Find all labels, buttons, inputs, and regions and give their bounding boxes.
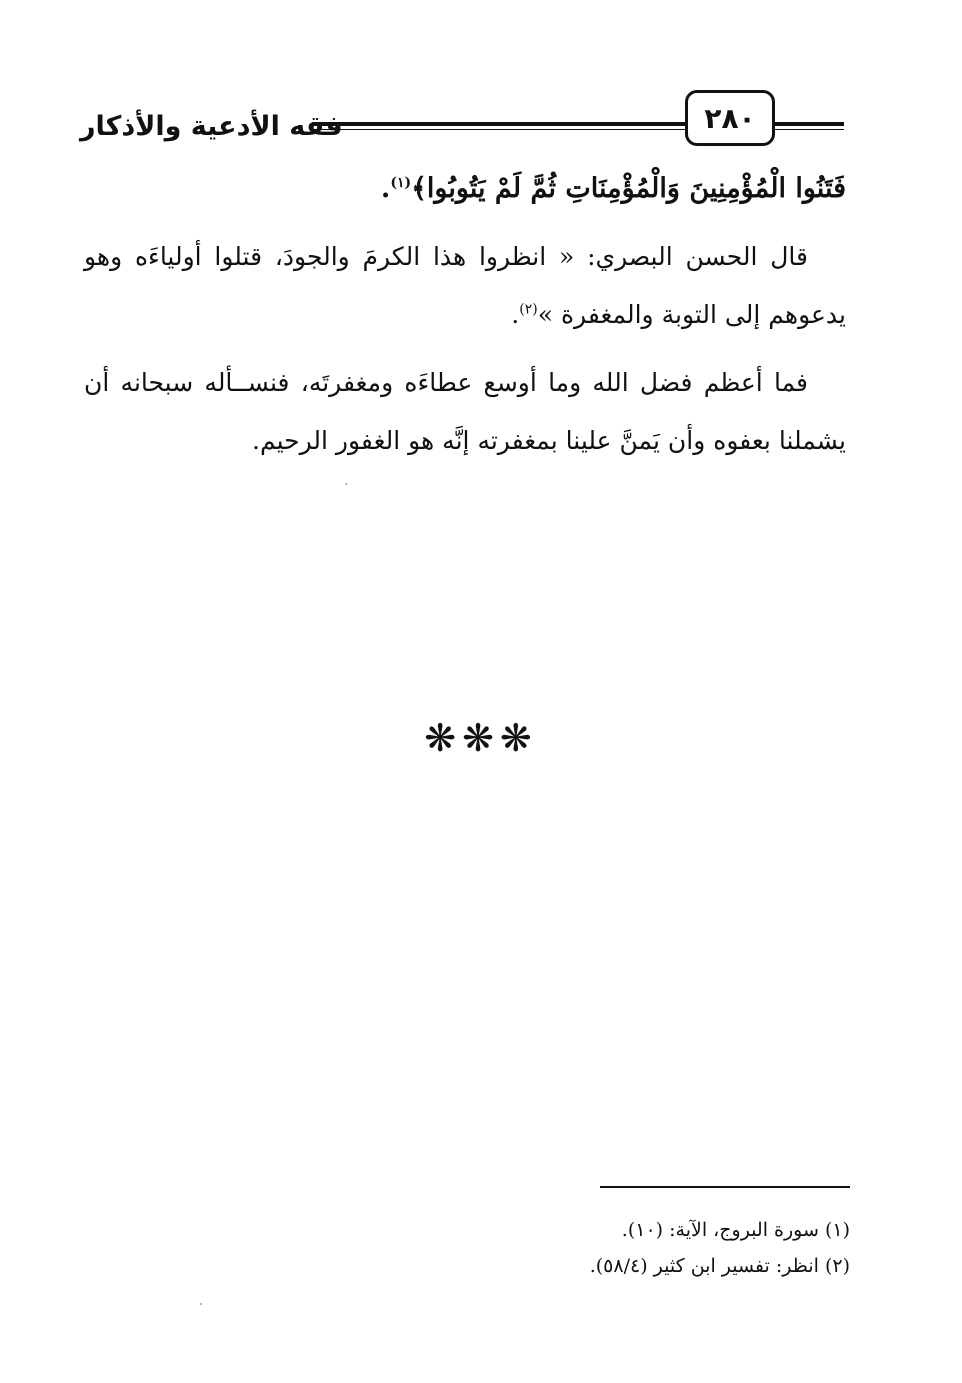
verse-end: . xyxy=(380,173,391,204)
footnote-1: (١) سورة البروج، الآية: (١٠). xyxy=(621,1219,850,1241)
quran-verse-line xyxy=(84,160,846,218)
book-title: فقه الأدعية والأذكار xyxy=(80,111,343,142)
footnotes xyxy=(300,1212,850,1284)
paragraph-closing xyxy=(84,354,846,470)
footnote-ref-2: (٢) xyxy=(519,301,538,318)
page-number-text: ٢٨٠ xyxy=(704,101,756,135)
verse-text: فَتَنُوا الْمُؤْمِنِينَ وَالْمُؤْمِنَاتِ ثُمَّ لَمْ يَتُوبُوا﴾ xyxy=(411,173,846,204)
page-number xyxy=(685,90,775,146)
footnote-ref-1: (١) xyxy=(390,175,412,191)
body-text xyxy=(84,160,846,480)
paragraph-2-text: فما أعظم فضل الله وما أوسع عطاءَه ومغفرتَه، فنســأله سبحانه أن يشملنا بعفوه وأن يَمنَّ علينا بمغفرته إنَّه هو الغفور الرحيم. xyxy=(84,368,846,455)
section-separator-stars: ❋❋❋ xyxy=(424,716,538,760)
header-rule-right xyxy=(772,122,844,126)
page-header xyxy=(80,88,850,158)
footnote-rule xyxy=(600,1186,850,1188)
paragraph-1-end: . xyxy=(511,300,520,329)
footnote-2: (٢) انظر: تفسير ابن كثير (٥٨/٤). xyxy=(589,1255,850,1277)
paragraph-hasan-basri xyxy=(84,228,846,344)
scan-speck xyxy=(345,483,347,485)
paragraph-1-text: قال الحسن البصري: « انظروا هذا الكرمَ والجودَ، قتلوا أولياءَه وهو يدعوهم إلى التوبة والمغفرة » xyxy=(84,242,846,329)
scan-speck xyxy=(200,1303,202,1305)
